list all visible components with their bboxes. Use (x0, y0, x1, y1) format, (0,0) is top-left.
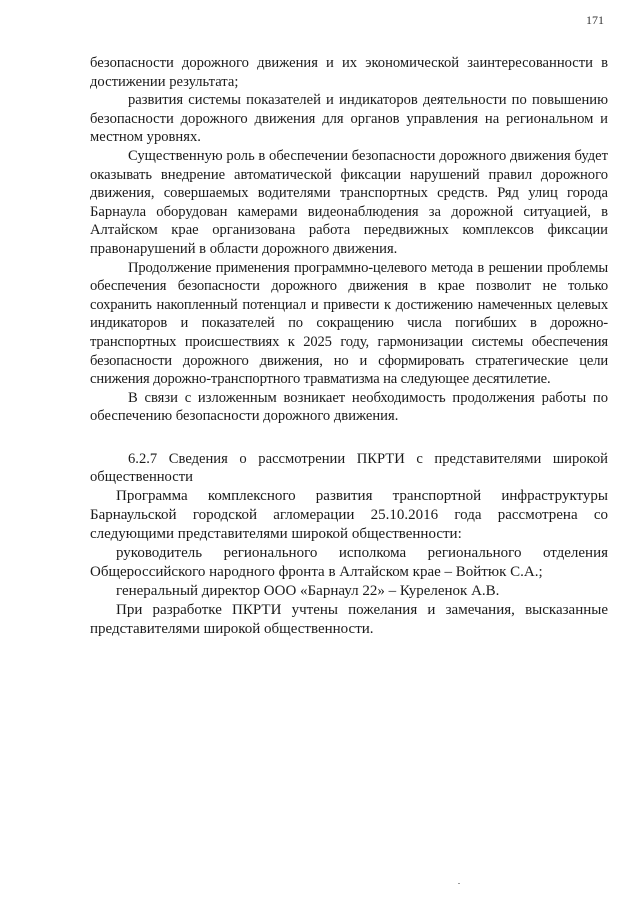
section-heading: 6.2.7 Сведения о рассмотрении ПКРТИ с представителями широкой общественности (90, 450, 608, 486)
section-6-2-7 (90, 450, 608, 639)
paragraph-representative-2: генеральный директор ООО «Барнаул 22» – Куреленок А.В. (116, 583, 500, 600)
paragraph-necessity: В связи с изложенным возникает необходимость продолжения работы по обеспечению безопасности дорожного движения. (90, 389, 608, 425)
paragraph-representative-1: руководитель регионального исполкома регионального отделения Общероссийского народного фронта в Алтайском крае – Войтюк С.А.; (90, 545, 608, 581)
paragraph-continuation: безопасности дорожного движения и их экономической заинтересованности в достижении результата; (90, 55, 608, 90)
page-number: 171 (586, 13, 604, 27)
paragraph-program-method: Продолжение применения программно-целевого метода в решении проблемы обеспечения безопасности дорожного движения в крае позволит не только сохранить накопленный потенциал и привести к достижению намеченных целевых индикаторов и показателей по сокращению числа погибших в дорожно-транспортных происшествиях к 2025 году, гармонизации системы обеспечения безопасности дорожного движения, но и сформировать стратегические цели снижения дорожно-транспортного травматизма на следующее десятилетие. (90, 259, 608, 388)
scan-mark (458, 883, 460, 884)
paragraph-automatic-fixation: Существенную роль в обеспечении безопасности дорожного движения будет оказывать внедрение автоматической фиксации нарушений правил дорожного движения, совершаемых водителями транспортных средств. Ряд улиц города Барнаула оборудован камерами видеонаблюдения за дорожной ситуацией, в Алтайском крае организована работа передвижных комплексов фиксации правонарушений в области дорожного движения. (90, 147, 608, 257)
paragraph-indicators: развития системы показателей и индикаторов деятельности по повышению безопасности дорожного движения для органов управления на региональном и местном уровнях. (90, 92, 608, 146)
section-spacer (90, 426, 608, 450)
document-body (90, 54, 608, 639)
paragraph-conclusion: При разработке ПКРТИ учтены пожелания и замечания, высказанные представителями широкой общественности. (90, 602, 608, 638)
paragraph-program-reviewed: Программа комплексного развития транспортной инфраструктуры Барнаульской городской агломерации 25.10.2016 года рассмотрена со следующими представителями широкой общественности: (90, 488, 608, 543)
